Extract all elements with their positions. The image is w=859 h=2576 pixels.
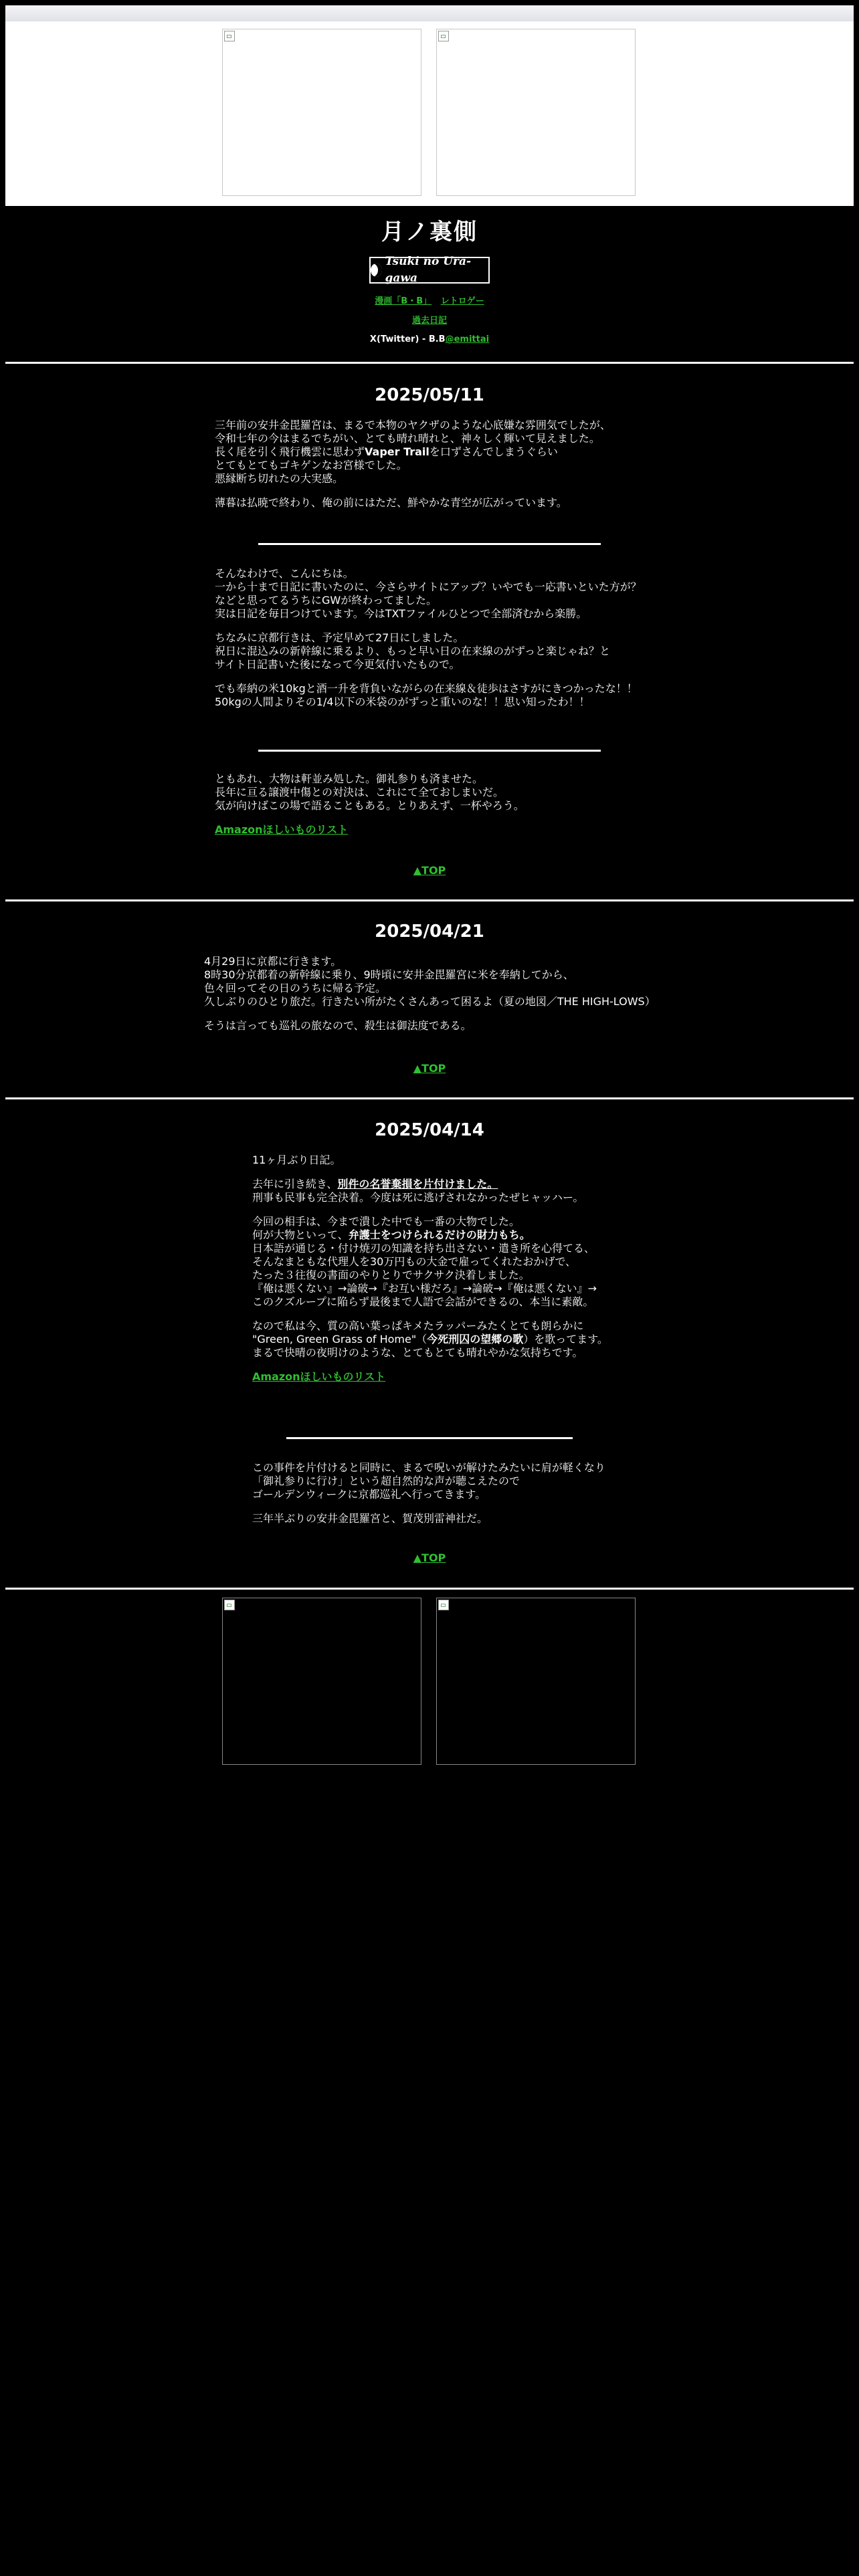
paragraph: この事件を片付けると同時に、まるで呪いが解けたみたいに肩が軽くなり 「御礼参りに行け」という超自然的な声が聴こえたので ゴールデンウィークに京都巡礼へ行ってきます。 (252, 1461, 605, 1501)
back-to-top-link[interactable]: ▲TOP (413, 1551, 446, 1564)
browser-strip (5, 5, 854, 22)
paragraph: そうは言っても巡礼の旅なので、殺生は御法度である。 (204, 1019, 472, 1032)
entry-date: 2025/04/14 (375, 1120, 484, 1140)
paragraph: 三年半ぶりの安井金毘羅宮と、賀茂別雷神社だ。 (252, 1512, 488, 1525)
section-divider (258, 543, 601, 545)
site-title: 月ノ裏側 (381, 219, 478, 245)
entry-date: 2025/05/11 (375, 385, 484, 405)
amazon-wishlist-link[interactable]: Amazonほしいものリスト (215, 823, 349, 836)
footer-image-right (436, 1598, 636, 1765)
twitter-link[interactable]: @emittai (445, 334, 490, 344)
paragraph: なので私は今、質の高い葉っぱキメたラッパーみたくとても朗らかに "Green, Green Grass of Home"（今死刑囚の望郷の歌）を歌ってます。 まるで快晴の夜明けのような、とてもとても晴れやかな気持ちです。 (252, 1319, 608, 1359)
twitter-label: X(Twitter) - B.B (369, 334, 446, 344)
broken-image-icon (224, 31, 235, 41)
entry-body (215, 772, 524, 847)
moon-icon (371, 263, 382, 277)
broken-image-icon (224, 1600, 235, 1610)
paragraph: 11ヶ月ぶり日記。 (252, 1154, 341, 1166)
entry-body (204, 955, 656, 1043)
entry-body (215, 419, 611, 520)
banner-image-left (222, 29, 421, 196)
nav-past-diary (0, 314, 859, 328)
back-to-top-link[interactable]: ▲TOP (413, 1062, 446, 1075)
nav-links (0, 295, 859, 308)
divider (5, 362, 854, 364)
entry-body (252, 1154, 608, 1394)
nav-link-retrogame[interactable]: レトロゲー (440, 296, 484, 306)
paragraph: そんなわけで、こんにちは。 一から十まで日記に書いたのに、今さらサイトにアップ？いやでも一応書いといた方が？ などと思ってるうちにGWが終わってました。 実は日記を毎日つけています。今はTXTファイルひとつで全部済むから楽勝。 (215, 567, 642, 620)
nav-link-manga[interactable]: 漫画「B・B」 (375, 296, 432, 306)
paragraph: 去年に引き続き、別件の名誉棄損を片付けました。 刑事も民事も完全決着。今度は死に逃げされなかったぜヒャッハー。 (252, 1178, 584, 1204)
entry-date: 2025/04/21 (375, 922, 484, 942)
divider (5, 1588, 854, 1590)
entry-body (252, 1461, 605, 1536)
header-banner (5, 21, 854, 206)
footer-image-left (222, 1598, 421, 1765)
paragraph: 4月29日に京都に行きます。 8時30分京都着の新幹線に乗り、9時頃に安井金毘羅宮に米を奉納してから、 色々回ってその日のうちに帰る予定。 久しぶりのひとり旅だ。行きたい所がたくさんあって困るよ（夏の地図／THE HIGH-LOWS） (204, 955, 656, 1008)
past-diary-link[interactable]: 過去日記 (411, 316, 447, 326)
paragraph: ともあれ、大物は軒並み処した。御礼参りも済ませた。 長年に亘る譲渡中傷との対決は、これにて全ておしまいだ。 気が向けばこの場で語ることもある。とりあえず、一杯やろう。 (215, 772, 524, 812)
logo-text: Tsuki no Ura-gawa (385, 254, 472, 285)
paragraph: 薄暮は払暁で終わり、俺の前にはただ、鮮やかな青空が広がっています。 (215, 496, 567, 509)
banner-image-right (436, 29, 636, 196)
section-divider (286, 1437, 573, 1439)
site-logo (369, 254, 490, 285)
paragraph: 今回の相手は、今まで潰した中でも一番の大物でした。 何が大物といって、弁護士をつけられるだけの財力もち。 日本語が通じる・付け焼刃の知識を持ち出さない・遣き所を心得てる、 そんなまともな代理人を30万円もの大金で雇ってくれたおかげで、 たった３往復の書面のやりとりでサクサク決着しました。 『俺は悪くない』→論破→『お互い様だろ』→論破→『俺は悪くない』→ このクズループに陥らず最後まで人語で会話ができるの、本当に素敵。 (252, 1215, 597, 1308)
divider (5, 1097, 854, 1099)
broken-image-icon (438, 1600, 449, 1610)
paragraph: でも奉納の米10kgと酒一升を背負いながらの在来線＆徒歩はさすがにきつかったな！！ 50kgの人間よりその1/4以下の米袋のがずっと重いのな！！思い知ったわ！！ (215, 682, 638, 708)
broken-image-icon (438, 31, 449, 41)
divider (5, 899, 854, 901)
paragraph: ちなみに京都行きは、予定早めて27日にしました。 祝日に混込みの新幹線に乗るより、もっと早い日の在来線のがずっと楽じゃね？と サイト日記書いた後になって今更気付いたもので。 (215, 631, 611, 671)
back-to-top-link[interactable]: ▲TOP (413, 864, 446, 877)
paragraph: 三年前の安井金毘羅宮は、まるで本物のヤクザのような心底嫌な雰囲気でしたが、 令和七年の今はまるでちがい、とても晴れ晴れと、神々しく輝いて見えました。 長く尾を引く飛行機雲に思わずVaper Trailを口ずさんでしまうぐらい とてもとてもゴキゲンなお宮様でした。 悪縁断ち切れたの大実感。 (215, 419, 611, 485)
entry-body (215, 567, 642, 720)
amazon-wishlist-link[interactable]: Amazonほしいものリスト (252, 1370, 386, 1383)
twitter-line (0, 333, 859, 346)
section-divider (258, 750, 601, 752)
